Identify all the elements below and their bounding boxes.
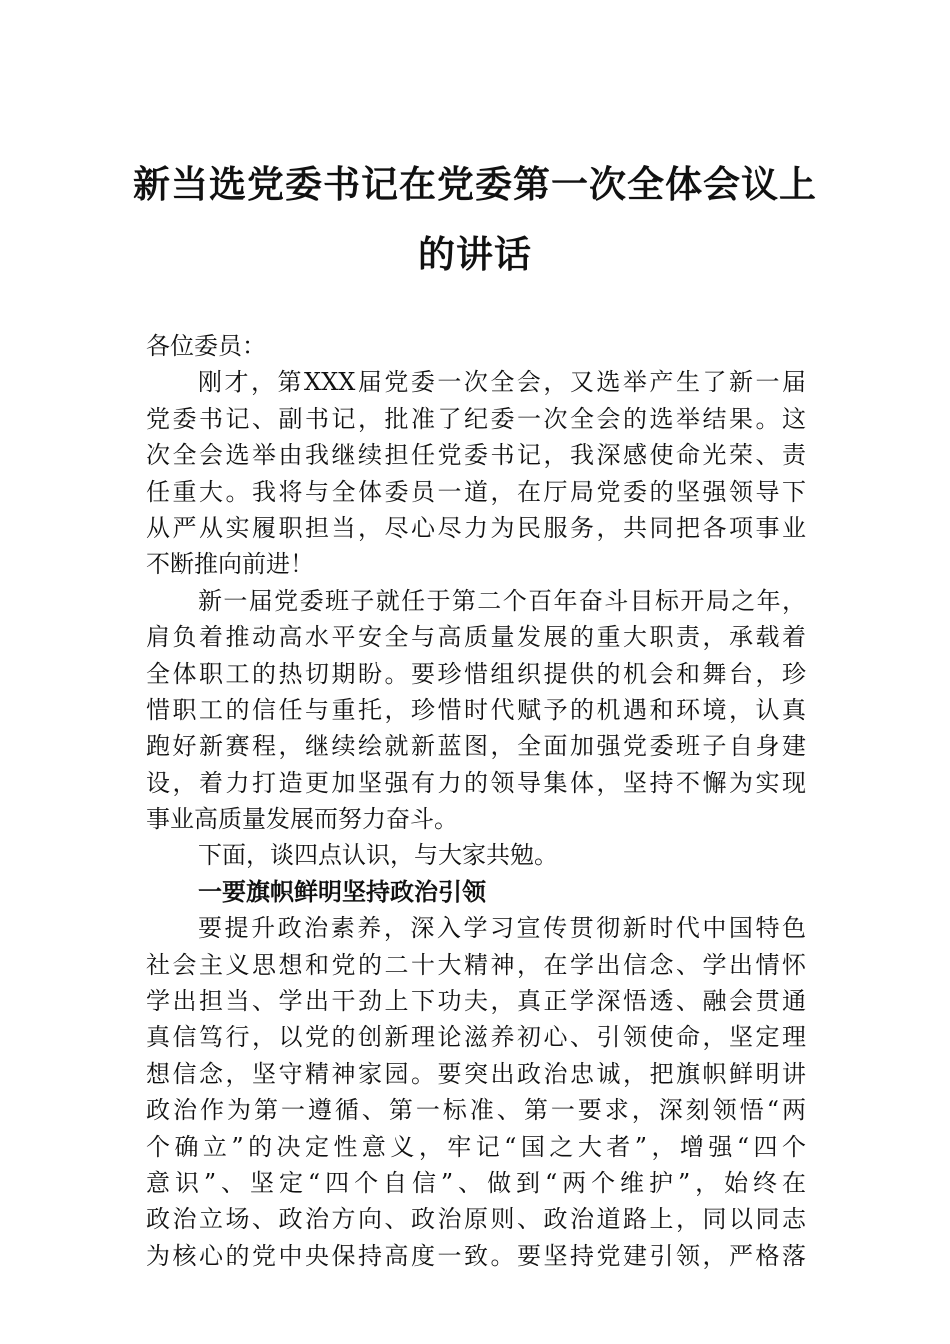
text-line: 政治作为第一遵循、第一标准、第一要求，深刻领悟“两 (146, 1096, 806, 1125)
text-line: 任重大。我将与全体委员一道，在厅局党委的坚强领导下 (146, 477, 806, 506)
text-line: 社会主义思想和党的二十大精神，在学出信念、学出情怀 (146, 950, 806, 979)
text-line: 不断推向前进！ (146, 550, 314, 579)
document-title-line-1: 新当选党委书记在党委第一次全体会议上 (133, 162, 817, 206)
document-title-line-2: 的讲话 (418, 232, 532, 276)
text-line: 真信笃行，以党的创新理论滋养初心、引领使命，坚定理 (146, 1023, 806, 1052)
text-line: 为核心的党中央保持高度一致。要坚持党建引领，严格落 (146, 1241, 806, 1270)
text-line: 意识”、坚定“四个自信”、做到“两个维护”，始终在 (146, 1168, 806, 1197)
text-line: 学出担当、学出干劲上下功夫，真正学深悟透、融会贯通 (146, 987, 806, 1016)
text-line: 设，着力打造更加坚强有力的领导集体，坚持不懈为实现 (146, 768, 806, 797)
text-line: 跑好新赛程，继续绘就新蓝图，全面加强党委班子自身建 (146, 732, 806, 761)
text-line: 下面，谈四点认识，与大家共勉。 (198, 841, 558, 870)
text-line: 事业高质量发展而努力奋斗。 (146, 805, 458, 834)
text-line: 次全会选举由我继续担任党委书记，我深感使命光荣、责 (146, 441, 806, 470)
text-line: 要提升政治素养，深入学习宣传贯彻新时代中国特色 (198, 914, 806, 943)
salutation: 各位委员： (146, 332, 266, 360)
text-line: 个确立”的决定性意义，牢记“国之大者”，增强“四个 (146, 1132, 806, 1161)
text-line: 肩负着推动高水平安全与高质量发展的重大职责，承载着 (146, 623, 806, 652)
text-line: 党委书记、副书记，批准了纪委一次全会的选举结果。这 (146, 404, 806, 433)
text-line: 惜职工的信任与重托，珍惜时代赋予的机遇和环境，认真 (146, 695, 806, 724)
section-heading: 一要旗帜鲜明坚持政治引领 (198, 876, 486, 906)
document-body (146, 328, 806, 1274)
text-line: 新一届党委班子就任于第二个百年奋斗目标开局之年， (198, 586, 806, 615)
text-line: 刚才，第XXX届党委一次全会，又选举产生了新一届 (198, 368, 806, 397)
text-line: 政治立场、政治方向、政治原则、政治道路上，同以同志 (146, 1205, 806, 1234)
text-line: 从严从实履职担当，尽心尽力为民服务，共同把各项事业 (146, 513, 806, 542)
text-line: 想信念，坚守精神家园。要突出政治忠诚，把旗帜鲜明讲 (146, 1059, 806, 1088)
text-line: 全体职工的热切期盼。要珍惜组织提供的机会和舞台，珍 (146, 659, 806, 688)
